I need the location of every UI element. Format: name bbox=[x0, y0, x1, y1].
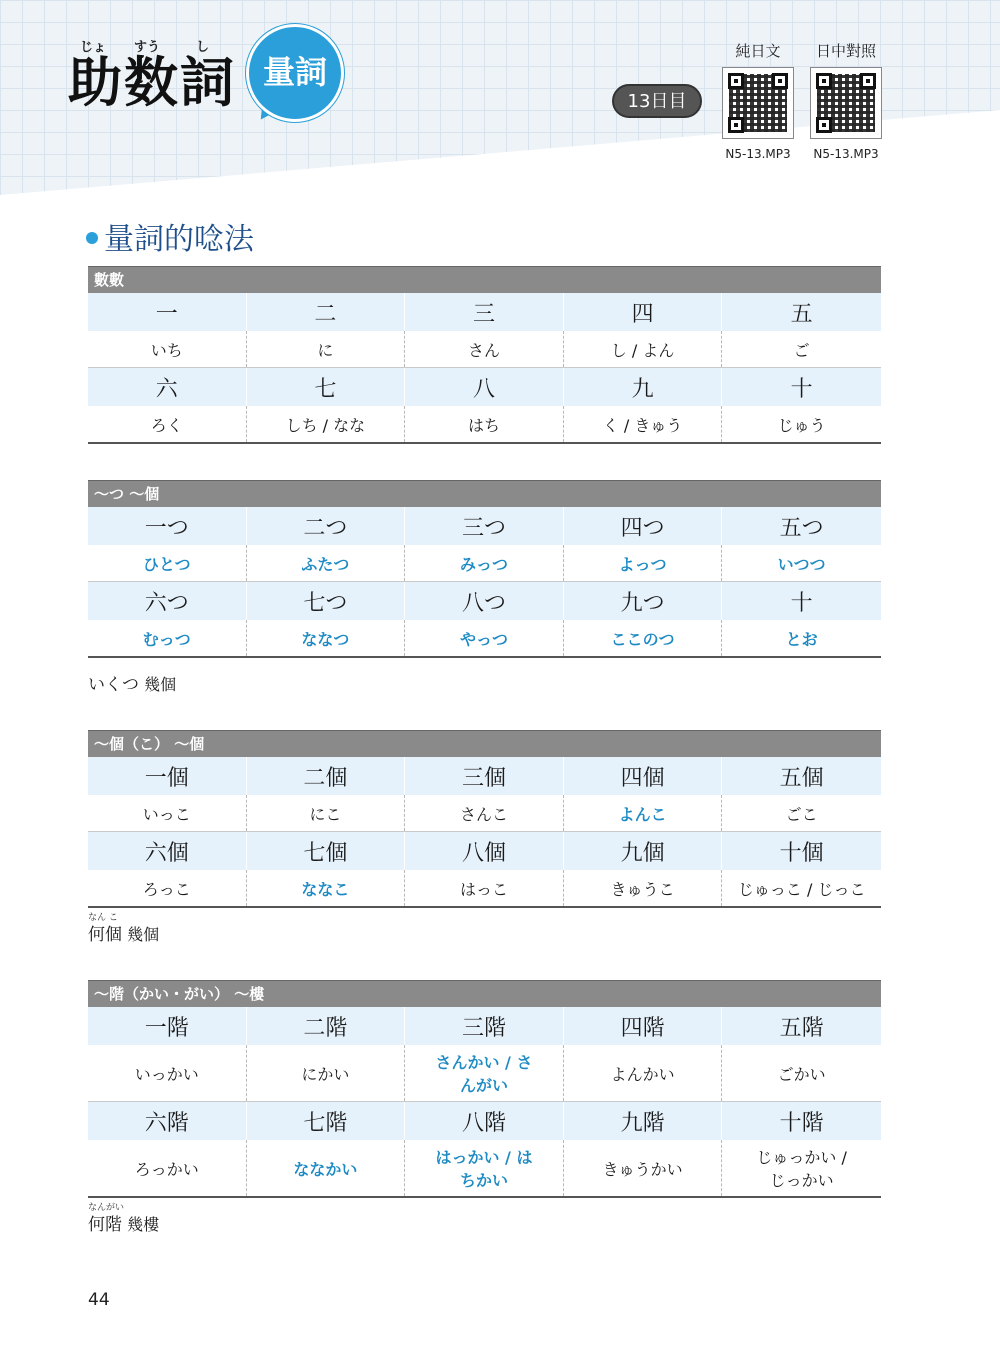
table-row bbox=[88, 293, 881, 331]
question-meaning: 幾個 bbox=[144, 675, 177, 694]
reading-cell: じゅう bbox=[722, 406, 881, 442]
reading-cell: きゅうかい bbox=[564, 1140, 723, 1196]
kanji-cell: 七 bbox=[247, 368, 406, 406]
kanji-cell: 一個 bbox=[88, 757, 247, 795]
reading-cell: むっつ bbox=[88, 620, 247, 656]
reading-cell: ごこ bbox=[722, 795, 881, 831]
reading-cell: ふたつ bbox=[247, 545, 406, 581]
reading-cell: ろっこ bbox=[88, 870, 247, 906]
qr-label: 純日文 bbox=[735, 42, 781, 60]
reading-cell: じゅっかい / じっかい bbox=[722, 1140, 881, 1196]
question-meaning: 幾樓 bbox=[127, 1215, 160, 1234]
reading-cell: いっこ bbox=[88, 795, 247, 831]
kanji-cell: 一階 bbox=[88, 1007, 247, 1045]
qr-japanese[interactable] bbox=[718, 40, 798, 161]
kanji-cell: 三階 bbox=[405, 1007, 564, 1045]
measure-word-bubble: 量詞 bbox=[246, 24, 344, 122]
table-row bbox=[88, 582, 881, 620]
kanji-cell: 六個 bbox=[88, 832, 247, 870]
reading-cell: ろっかい bbox=[88, 1140, 247, 1196]
page-title: 助数詞 bbox=[68, 51, 236, 114]
kanji-cell: 二 bbox=[247, 293, 406, 331]
qr-file: N5-13.MP3 bbox=[725, 147, 791, 161]
reading-cell: さんかい / さんがい bbox=[405, 1045, 564, 1101]
reading-cell: さんこ bbox=[405, 795, 564, 831]
counting-table bbox=[88, 266, 881, 444]
reading-cell: みっつ bbox=[405, 545, 564, 581]
qr-code-icon[interactable] bbox=[810, 67, 882, 139]
reading-cell: よんこ bbox=[564, 795, 723, 831]
qr-label: 日中對照 bbox=[815, 42, 876, 60]
question-word: 何個 bbox=[88, 925, 122, 945]
reading-cell: はっこ bbox=[405, 870, 564, 906]
table-row bbox=[88, 870, 881, 908]
question-word-note bbox=[88, 670, 176, 695]
kanji-cell: 三つ bbox=[405, 507, 564, 545]
ko-counter-table bbox=[88, 730, 881, 908]
kanji-cell: 五階 bbox=[722, 1007, 881, 1045]
kanji-cell: 四つ bbox=[564, 507, 723, 545]
title-ruby-2: すう bbox=[134, 40, 161, 55]
kanji-cell: 八 bbox=[405, 368, 564, 406]
table-row bbox=[88, 1045, 881, 1102]
table-row bbox=[88, 331, 881, 368]
kanji-cell: 五 bbox=[722, 293, 881, 331]
reading-cell: ひとつ bbox=[88, 545, 247, 581]
reading-cell: ここのつ bbox=[564, 620, 723, 656]
reading-cell: とお bbox=[722, 620, 881, 656]
table-row bbox=[88, 1007, 881, 1045]
question-word: 何階 bbox=[88, 1215, 122, 1235]
question-ruby: なん こ bbox=[88, 913, 118, 923]
question-word-note bbox=[88, 913, 160, 945]
kanji-cell: 二つ bbox=[247, 507, 406, 545]
tsu-counter-table bbox=[88, 480, 881, 658]
table-row bbox=[88, 368, 881, 406]
reading-cell: いっかい bbox=[88, 1045, 247, 1101]
reading-cell: ろく bbox=[88, 406, 247, 442]
reading-cell: ごかい bbox=[722, 1045, 881, 1101]
section-title bbox=[86, 214, 254, 258]
kanji-cell: 一 bbox=[88, 293, 247, 331]
table-header: ～階（かい・がい） ～樓 bbox=[88, 980, 881, 1007]
table-row bbox=[88, 620, 881, 658]
kanji-cell: 七個 bbox=[247, 832, 406, 870]
kanji-cell: 五つ bbox=[722, 507, 881, 545]
reading-cell: にかい bbox=[247, 1045, 406, 1101]
kanji-cell: 三 bbox=[405, 293, 564, 331]
kanji-cell: 九個 bbox=[564, 832, 723, 870]
kanji-cell: 二個 bbox=[247, 757, 406, 795]
reading-cell: さん bbox=[405, 331, 564, 367]
reading-cell: ご bbox=[722, 331, 881, 367]
reading-cell: ななかい bbox=[247, 1140, 406, 1196]
kanji-cell: 九つ bbox=[564, 582, 723, 620]
reading-cell: にこ bbox=[247, 795, 406, 831]
floor-counter-table bbox=[88, 980, 881, 1198]
question-word-note bbox=[88, 1203, 160, 1235]
question-ruby: なんがい bbox=[88, 1203, 125, 1213]
reading-cell: じゅっこ / じっこ bbox=[722, 870, 881, 906]
kanji-cell: 四階 bbox=[564, 1007, 723, 1045]
kanji-cell: 四個 bbox=[564, 757, 723, 795]
table-row bbox=[88, 406, 881, 444]
table-row bbox=[88, 757, 881, 795]
reading-cell: ななこ bbox=[247, 870, 406, 906]
qr-code-icon[interactable] bbox=[722, 67, 794, 139]
reading-cell: きゅうこ bbox=[564, 870, 723, 906]
kanji-cell: 六つ bbox=[88, 582, 247, 620]
table-row bbox=[88, 1140, 881, 1198]
kanji-cell: 四 bbox=[564, 293, 723, 331]
section-title-text: 量詞的唸法 bbox=[104, 222, 254, 257]
kanji-cell: 二階 bbox=[247, 1007, 406, 1045]
kanji-cell: 九 bbox=[564, 368, 723, 406]
reading-cell: やっつ bbox=[405, 620, 564, 656]
reading-cell: はっかい / はちかい bbox=[405, 1140, 564, 1196]
day-badge: 13日目 bbox=[612, 84, 702, 118]
kanji-cell: 十 bbox=[722, 368, 881, 406]
reading-cell: いち bbox=[88, 331, 247, 367]
qr-bilingual[interactable] bbox=[806, 40, 886, 161]
kanji-cell: 六 bbox=[88, 368, 247, 406]
table-header: 數數 bbox=[88, 266, 881, 293]
bullet-dot-icon bbox=[86, 232, 98, 244]
kanji-cell: 七階 bbox=[247, 1102, 406, 1140]
table-row bbox=[88, 507, 881, 545]
table-header: ～個（こ） ～個 bbox=[88, 730, 881, 757]
kanji-cell: 八つ bbox=[405, 582, 564, 620]
kanji-cell: 五個 bbox=[722, 757, 881, 795]
kanji-cell: 十階 bbox=[722, 1102, 881, 1140]
kanji-cell: 十個 bbox=[722, 832, 881, 870]
kanji-cell: 七つ bbox=[247, 582, 406, 620]
table-row bbox=[88, 832, 881, 870]
page-number: 44 bbox=[88, 1290, 110, 1310]
table-row bbox=[88, 1102, 881, 1140]
reading-cell: はち bbox=[405, 406, 564, 442]
reading-cell: く / きゅう bbox=[564, 406, 723, 442]
kanji-cell: 八個 bbox=[405, 832, 564, 870]
title-block bbox=[68, 40, 236, 114]
table-header: ～つ ～個 bbox=[88, 480, 881, 507]
reading-cell: ななつ bbox=[247, 620, 406, 656]
kanji-cell: 一つ bbox=[88, 507, 247, 545]
title-ruby-3: し bbox=[196, 40, 210, 55]
kanji-cell: 八階 bbox=[405, 1102, 564, 1140]
reading-cell: いつつ bbox=[722, 545, 881, 581]
kanji-cell: 三個 bbox=[405, 757, 564, 795]
reading-cell: し / よん bbox=[564, 331, 723, 367]
reading-cell: に bbox=[247, 331, 406, 367]
kanji-cell: 九階 bbox=[564, 1102, 723, 1140]
reading-cell: しち / なな bbox=[247, 406, 406, 442]
title-ruby-1: じょ bbox=[80, 40, 107, 55]
qr-file: N5-13.MP3 bbox=[813, 147, 879, 161]
kanji-cell: 六階 bbox=[88, 1102, 247, 1140]
table-row bbox=[88, 795, 881, 832]
question-meaning: 幾個 bbox=[127, 925, 160, 944]
question-word: いくつ bbox=[88, 675, 139, 695]
kanji-cell: 十 bbox=[722, 582, 881, 620]
reading-cell: よっつ bbox=[564, 545, 723, 581]
table-row bbox=[88, 545, 881, 582]
reading-cell: よんかい bbox=[564, 1045, 723, 1101]
